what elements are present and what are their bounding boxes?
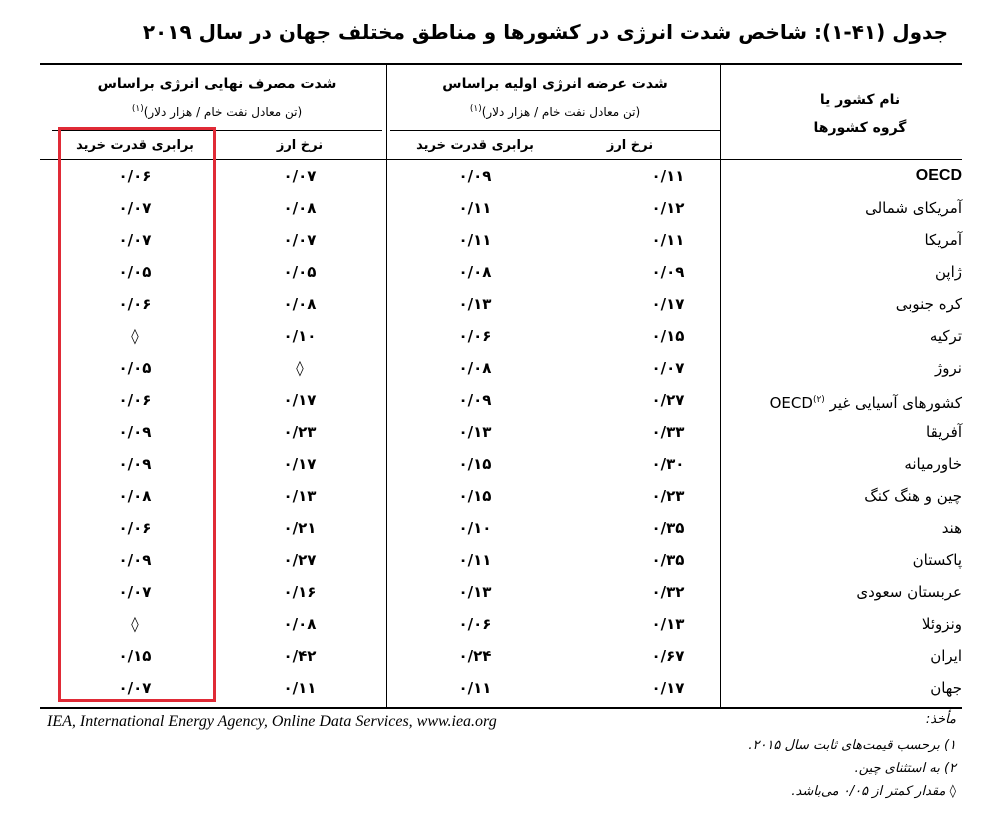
final-ppp-cell: ◊ <box>131 615 139 633</box>
primary-ppp-cell: ۰/۱۳ <box>458 295 492 313</box>
final-ppp-cell: ۰/۰۶ <box>118 295 152 313</box>
primary-exchange-cell: ۰/۲۳ <box>651 487 685 505</box>
primary-ppp-cell: ۰/۲۴ <box>458 647 492 665</box>
primary-ppp-cell: ۰/۱۱ <box>458 551 492 569</box>
row-name-text: نروژ <box>935 359 962 377</box>
final-exchange-cell: ۰/۲۱ <box>283 519 317 537</box>
final-ppp-cell: ۰/۰۸ <box>118 487 152 505</box>
row-name-note: (۲) <box>812 395 825 405</box>
primary-ppp-cell: ۰/۱۳ <box>458 583 492 601</box>
final-ppp-cell: ۰/۰۵ <box>118 263 152 281</box>
final-unit-note: (۱) <box>131 104 144 114</box>
primary-ppp-cell: ۰/۱۰ <box>458 519 492 537</box>
final-exchange-cell: ۰/۱۷ <box>283 391 317 409</box>
final-ppp-cell: ۰/۰۷ <box>118 199 152 217</box>
row-name <box>762 288 962 320</box>
row-name <box>762 192 962 224</box>
row-name <box>762 544 962 576</box>
final-ppp-cell: ◊ <box>131 327 139 345</box>
row-name <box>762 512 962 544</box>
final-ppp-cell: ۰/۰۷ <box>118 679 152 697</box>
row-name-text: هند <box>941 519 962 537</box>
row-name <box>762 608 962 640</box>
table-title: جدول (۴۱-۱): شاخص شدت انرژی در کشورها و مناطق مختلف جهان در سال ۲۰۱۹ <box>142 20 948 44</box>
highlight-box <box>58 127 216 702</box>
table-top-rule <box>40 63 962 65</box>
final-exchange-cell: ۰/۱۱ <box>283 679 317 697</box>
primary-exchange-cell: ۰/۳۰ <box>651 455 685 473</box>
primary-exchange-cell: ۰/۱۱ <box>651 231 685 249</box>
final-exchange-cell: ۰/۴۲ <box>283 647 317 665</box>
final-exchange-cell: ۰/۱۷ <box>283 455 317 473</box>
final-ppp-cell: ۰/۰۹ <box>118 455 152 473</box>
row-name-text: OECD <box>915 167 962 184</box>
row-name-text: عربستان سعودی <box>856 583 962 601</box>
primary-unit-header <box>390 104 720 119</box>
final-unit-header <box>52 104 382 119</box>
row-name-text: کشورهای آسیایی غیر OECD <box>769 394 962 412</box>
row-name <box>762 448 962 480</box>
primary-exchange-cell: ۰/۱۳ <box>651 615 685 633</box>
row-name-text: خاورمیانه <box>904 455 962 473</box>
final-exchange-cell: ۰/۲۳ <box>283 423 317 441</box>
row-name-text: ترکیه <box>929 327 962 345</box>
row-name <box>762 672 962 704</box>
row-name-text: آمریکای شمالی <box>865 199 962 217</box>
row-name-text: ایران <box>930 647 962 665</box>
table-bottom-rule <box>40 707 962 709</box>
final-ppp-cell: ۰/۰۹ <box>118 551 152 569</box>
primary-ppp-cell: ۰/۰۶ <box>458 327 492 345</box>
primary-ppp-cell: ۰/۰۶ <box>458 615 492 633</box>
footnote-2: ۲) به استثنای چین. <box>854 761 956 776</box>
row-name-text: چین و هنگ کنگ <box>864 487 962 505</box>
final-exchange-cell: ۰/۰۸ <box>283 615 317 633</box>
primary-ppp-cell: ۰/۱۱ <box>458 199 492 217</box>
row-name <box>762 480 962 512</box>
row-name <box>762 576 962 608</box>
row-name-text: کره جنوبی <box>895 295 962 313</box>
row-name <box>762 320 962 352</box>
primary-exchange-cell: ۰/۶۷ <box>651 647 685 665</box>
row-name <box>762 640 962 672</box>
row-name-text: پاکستان <box>912 551 962 569</box>
final-exchange-cell: ۰/۰۵ <box>283 263 317 281</box>
row-name <box>762 160 962 192</box>
primary-ppp-cell: ۰/۱۵ <box>458 487 492 505</box>
row-name-text: آمریکا <box>924 231 962 249</box>
final-ppp-cell: ۰/۰۵ <box>118 359 152 377</box>
primary-exchange-cell: ۰/۱۱ <box>651 167 685 185</box>
country-col-header-line2: گروه کشورها <box>813 120 907 136</box>
country-col-header-line1: نام کشور یا <box>819 92 901 108</box>
final-exchange-cell: ۰/۱۰ <box>283 327 317 345</box>
final-exchange-cell: ۰/۰۸ <box>283 199 317 217</box>
primary-exchange-cell: ۰/۰۷ <box>651 359 685 377</box>
primary-exchange-cell: ۰/۳۵ <box>651 551 685 569</box>
final-exchange-cell: ۰/۰۷ <box>283 167 317 185</box>
footnote-1: ۱) برحسب قیمت‌های ثابت سال ۲۰۱۵. <box>748 738 956 753</box>
primary-exchange-cell: ۰/۱۷ <box>651 679 685 697</box>
primary-exchange-subheader: نرخ ارز <box>606 138 654 153</box>
primary-unit-text: (تن معادل نفت خام / هزار دلار) <box>481 105 641 119</box>
source-text: IEA, International Energy Agency, Online Data Services, www.iea.org <box>47 713 497 730</box>
primary-ppp-cell: ۰/۰۹ <box>458 391 492 409</box>
primary-ppp-cell: ۰/۱۳ <box>458 423 492 441</box>
primary-exchange-cell: ۰/۱۷ <box>651 295 685 313</box>
final-exchange-cell: ۰/۱۶ <box>283 583 317 601</box>
primary-exchange-cell: ۰/۱۲ <box>651 199 685 217</box>
row-name <box>762 416 962 448</box>
row-name-text: جهان <box>930 679 962 697</box>
primary-unit-note: (۱) <box>469 104 482 114</box>
source-label: مأخذ: <box>925 712 956 727</box>
final-ppp-cell: ۰/۰۶ <box>118 519 152 537</box>
primary-exchange-cell: ۰/۰۹ <box>651 263 685 281</box>
row-name-text: ونزوئلا <box>921 615 962 633</box>
primary-group-underline <box>390 130 720 131</box>
row-name-text: ژاپن <box>934 263 962 281</box>
final-ppp-subheader: برابری قدرت خرید <box>76 138 194 153</box>
final-exchange-cell: ۰/۲۷ <box>283 551 317 569</box>
final-exchange-subheader: نرخ ارز <box>276 138 324 153</box>
final-exchange-cell: ◊ <box>296 359 304 377</box>
final-group-header: شدت مصرف نهایی انرژی براساس <box>97 76 337 92</box>
row-name-text: آفریقا <box>926 423 962 441</box>
primary-ppp-cell: ۰/۱۵ <box>458 455 492 473</box>
final-exchange-cell: ۰/۰۷ <box>283 231 317 249</box>
primary-exchange-cell: ۰/۱۵ <box>651 327 685 345</box>
row-name <box>762 256 962 288</box>
primary-ppp-subheader: برابری قدرت خرید <box>416 138 534 153</box>
primary-group-header: شدت عرضه انرژی اولیه براساس <box>442 76 668 92</box>
final-exchange-cell: ۰/۰۸ <box>283 295 317 313</box>
row-name <box>762 352 962 384</box>
final-ppp-cell: ۰/۰۹ <box>118 423 152 441</box>
final-ppp-cell: ۰/۱۵ <box>118 647 152 665</box>
final-ppp-cell: ۰/۰۶ <box>118 391 152 409</box>
final-ppp-cell: ۰/۰۷ <box>118 583 152 601</box>
primary-ppp-cell: ۰/۰۹ <box>458 167 492 185</box>
footnote-3: ◊ مقدار کمتر از ۰/۰۵ می‌باشد. <box>791 784 956 799</box>
primary-ppp-cell: ۰/۱۱ <box>458 679 492 697</box>
primary-exchange-cell: ۰/۳۳ <box>651 423 685 441</box>
primary-exchange-cell: ۰/۳۵ <box>651 519 685 537</box>
row-name <box>762 224 962 256</box>
primary-exchange-cell: ۰/۲۷ <box>651 391 685 409</box>
primary-ppp-cell: ۰/۰۸ <box>458 263 492 281</box>
final-unit-text: (تن معادل نفت خام / هزار دلار) <box>143 105 303 119</box>
primary-ppp-cell: ۰/۱۱ <box>458 231 492 249</box>
row-name <box>762 384 962 416</box>
primary-ppp-cell: ۰/۰۸ <box>458 359 492 377</box>
final-ppp-cell: ۰/۰۷ <box>118 231 152 249</box>
final-exchange-cell: ۰/۱۳ <box>283 487 317 505</box>
final-ppp-cell: ۰/۰۶ <box>118 167 152 185</box>
primary-exchange-cell: ۰/۳۲ <box>651 583 685 601</box>
